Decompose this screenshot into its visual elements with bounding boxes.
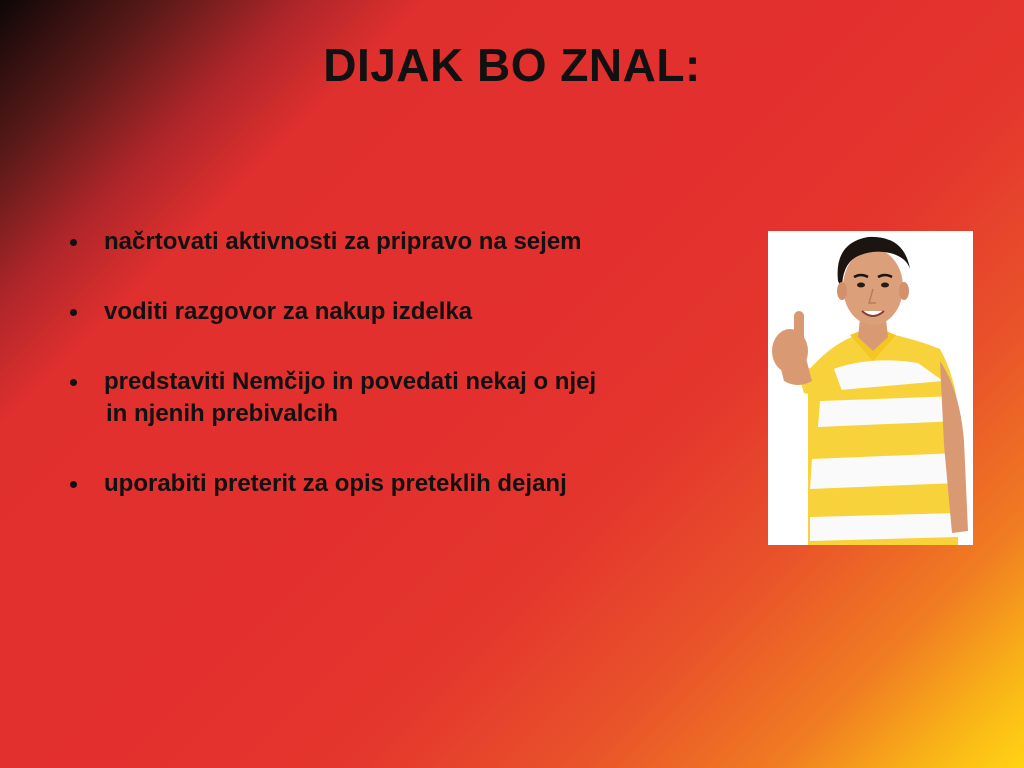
bullet-dot-icon [70, 379, 77, 386]
bullet-item [68, 366, 708, 430]
bullet-item [68, 468, 708, 500]
bullet-text: voditi razgovor za nakup izdelka [104, 298, 473, 325]
bullet-text-continuation: in njenih prebivalcih [106, 400, 339, 427]
slide-title: DIJAK BO ZNAL: [323, 39, 701, 91]
student-illustration [768, 231, 973, 545]
bullet-item [68, 296, 708, 328]
bullet-dot-icon [70, 481, 77, 488]
bullet-dot-icon [70, 239, 77, 246]
bullet-list [68, 226, 708, 538]
bullet-item [68, 226, 708, 258]
bullet-dot-icon [70, 309, 77, 316]
bullet-text: predstaviti Nemčijo in povedati nekaj o njej [104, 368, 597, 395]
bullet-text: načrtovati aktivnosti za pripravo na sejem [104, 228, 582, 255]
student-thumbs-up-photo [768, 231, 973, 545]
bullet-text: uporabiti preterit za opis preteklih dejanj [104, 470, 567, 497]
